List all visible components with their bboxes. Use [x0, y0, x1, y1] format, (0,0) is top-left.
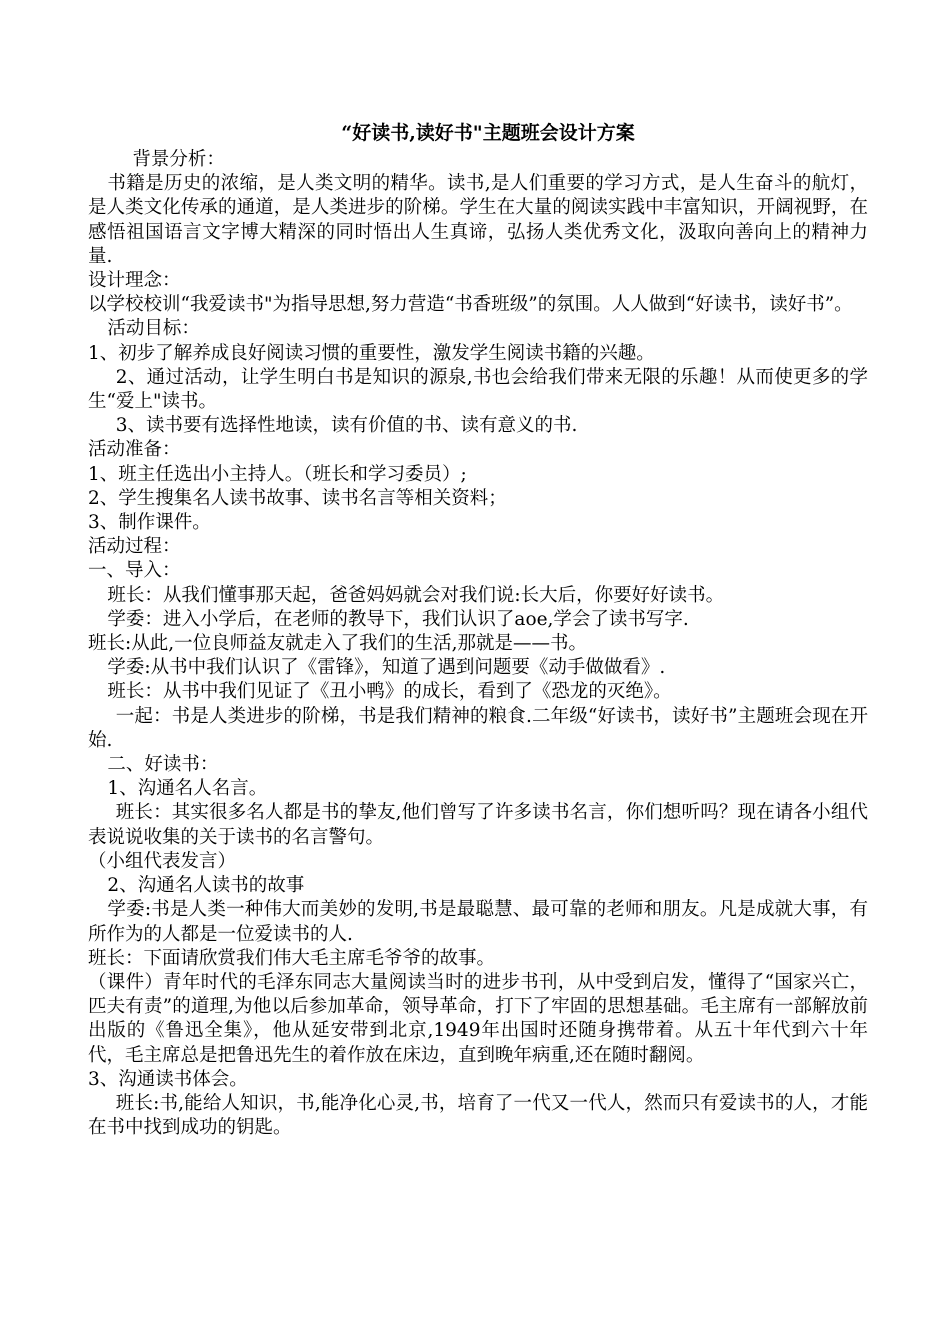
paragraph-prep-3: 3、制作课件。 [88, 512, 211, 534]
paragraph-intro-committee-2: 学委:从书中我们认识了《雷锋》，知道了遇到问题要《动手做做看》. [107, 657, 666, 679]
paragraph-background-body: 书籍是历史的浓缩，是人类文明的精华。读书,是人们重要的学习方式，是人生奋斗的航灯，是人类文化传承的通道，是人类进步的阶梯。学生在大量的阅读实践中丰富知识，开阔视野，在感悟祖国语言文字博大精深的同时悟出人生真谛，弘扬人类优秀文化，汲取向善向上的精神力量. [88, 173, 868, 267]
paragraph-experience-heading: 3、沟通读书体会。 [88, 1068, 248, 1090]
paragraph-experience-monitor: 班长:书,能给人知识，书,能净化心灵,书，培育了一代又一代人，然而只有爱读书的人，才能在书中找到成功的钥匙。 [88, 1092, 868, 1139]
paragraph-goals-heading: 活动目标： [107, 318, 200, 340]
paragraph-design-heading: 设计理念： [88, 270, 181, 292]
paragraph-section-2-heading: 二、好读书： [107, 754, 219, 776]
paragraph-design-body: 以学校校训“我爱读书"为指导思想,努力营造“书香班级”的氛围。人人做到“好读书，读好书”。 [88, 294, 853, 316]
paragraph-courseware-story: （课件）青年时代的毛泽东同志大量阅读当时的进步书刊，从中受到启发，懂得了“国家兴亡，匹夫有责”的道理,为他以后参加革命，领导革命，打下了牢固的思想基础。毛主席有一部解放前出版的《鲁迅全集》，他从延安带到北京,1949年出国时还随身携带着。从五十年代到六十年代，毛主席总是把鲁迅先生的着作放在床边，直到晚年病重,还在随时翻阅。 [88, 971, 868, 1066]
paragraph-stories-heading: 2、沟通名人读书的故事 [107, 875, 305, 897]
document-title: “好读书,读好书"主题班会设计方案 [341, 122, 635, 144]
paragraph-quotes-heading: 1、沟通名人名言。 [107, 778, 268, 800]
paragraph-intro-heading: 一、导入： [88, 560, 181, 582]
paragraph-goal-1: 1、初步了解养成良好阅读习惯的重要性，激发学生阅读书籍的兴趣。 [88, 342, 655, 364]
paragraph-goal-2: 2、通过活动，让学生明白书是知识的源泉,书也会给我们带来无限的乐趣！从而使更多的学生“爱上"读书。 [88, 366, 868, 413]
paragraph-intro-together: 一起：书是人类进步的阶梯，书是我们精神的粮食.二年级“好读书，读好书”主题班会现在开始. [88, 705, 868, 751]
paragraph-goal-3: 3、读书要有选择性地读，读有价值的书、读有意义的书. [115, 415, 578, 437]
paragraph-intro-monitor-3: 班长：从书中我们见证了《丑小鸭》的成长，看到了《恐龙的灭绝》。 [107, 681, 672, 703]
paragraph-background-heading: 背景分析： [132, 149, 225, 170]
paragraph-stories-monitor: 班长：下面请欣赏我们伟大毛主席毛爷爷的故事。 [88, 947, 496, 969]
paragraph-intro-monitor-1: 班长：从我们懂事那天起，爸爸妈妈就会对我们说:长大后，你要好好读书。 [107, 584, 725, 606]
paragraph-quotes-monitor: 班长：其实很多名人都是书的挚友,他们曾写了许多读书名言，你们想听吗？现在请各小组代表说说收集的关于读书的名言警句。 [88, 802, 868, 848]
paragraph-stories-committee: 学委:书是人类一种伟大而美妙的发明,书是最聪慧、最可靠的老师和朋友。凡是成就大事，有所作为的人都是一位爱读书的人. [88, 899, 868, 945]
paragraph-group-speech: （小组代表发言） [88, 850, 237, 872]
paragraph-intro-committee-1: 学委：进入小学后，在老师的教导下，我们认识了aoe,学会了读书写字. [107, 608, 689, 630]
paragraph-prep-heading: 活动准备： [88, 439, 181, 461]
paragraph-process-heading: 活动过程： [88, 536, 181, 558]
paragraph-prep-1: 1、班主任选出小主持人。（班长和学习委员）; [88, 463, 467, 485]
paragraph-prep-2: 2、学生搜集名人读书故事、读书名言等相关资料； [88, 487, 507, 509]
document-body [88, 118, 868, 1140]
paragraph-intro-monitor-2: 班长:从此,一位良师益友就走入了我们的生活,那就是——书。 [88, 633, 587, 655]
